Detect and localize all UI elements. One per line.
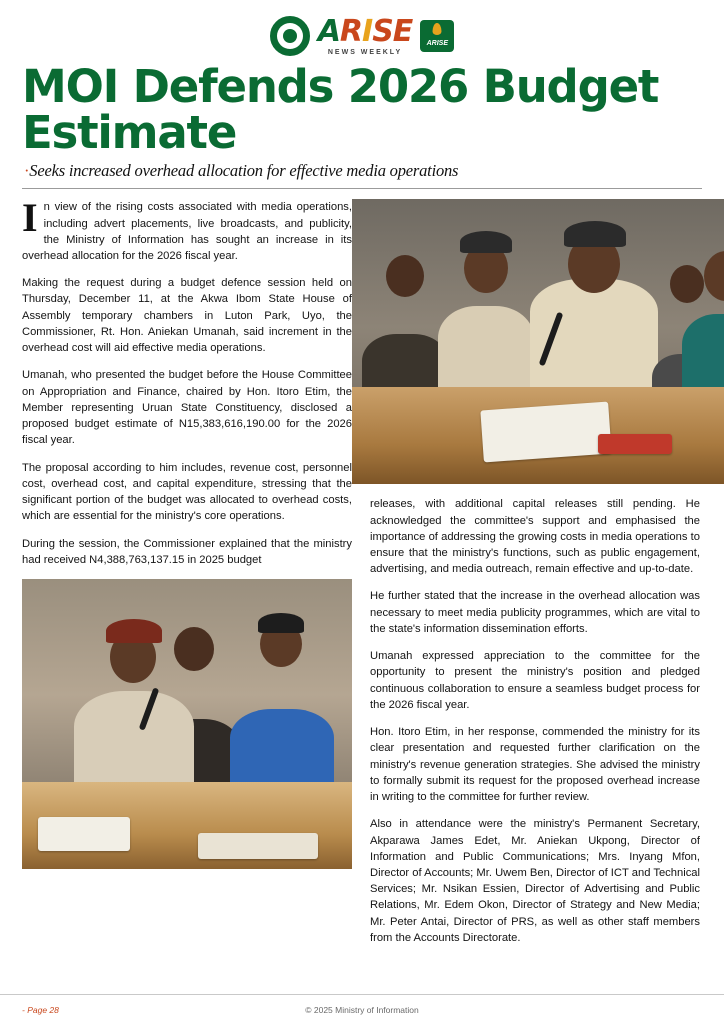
coat-of-arms-icon <box>270 16 310 56</box>
paragraph: Also in attendance were the ministry's Permanent Secretary, Akparawa James Edet, Mr. Aniekan Ukpong, Director of Information and Public Communications; Mrs. Inyang Mfon, Director of Accounts; Mr. Uwem Ben, Director of ICT and Technical Services; Mr. Nsikan Essien, Director of Advertising and Public Relations, Mr. Edem Okon, Director of Strategy and New Media; Mr. Peter Antai, Director of PRS, as well as other staff members from the Accounts Directorate. <box>370 818 700 944</box>
paragraph: Umanah, who presented the budget before the House Committee on Appropriation and Finance, chaired by Hon. Itoro Etim, the Member representing Uruan State Constituency, disclosed a proposed budget estimate of N15,383,616,190.00 for the 2026 fiscal year. <box>22 369 352 447</box>
commissioner-speaking-photo <box>22 579 352 869</box>
paragraph: He further stated that the increase in the overhead allocation was necessary to meet media publicity programmes, which are vital to the state's information dissemination efforts. <box>370 590 700 635</box>
paragraph: During the session, the Commissioner explained that the ministry had received N4,388,763,137.15 in 2025 budget <box>22 537 352 566</box>
paragraph: In view of the rising costs associated with media operations, including advert placements, live broadcasts, and publicity, the Ministry of Information has sought an increase in its overhead allocation for the 2026 fiscal year. <box>22 195 352 262</box>
paragraph: The proposal according to him includes, revenue cost, personnel cost, overhead cost, and capital expenditure, stressing that the significant portion of the budget was allocated to overhead costs, which are essential for the ministry's core operations. <box>22 461 352 523</box>
budget-defence-session-photo <box>352 199 724 484</box>
flame-icon <box>433 23 442 35</box>
paragraph: Hon. Itoro Etim, in her response, commended the ministry for its clear presentation and requested further clarification on the ministry's revenue generation strategies. She advised the ministry to formally submit its request for the proposed overhead increase in writing to the committee for further review. <box>370 726 700 804</box>
page-number: - Page 28 <box>22 1004 59 1015</box>
subheadline-bullet: · <box>24 160 30 180</box>
paragraph: Umanah expressed appreciation to the committee for the opportunity to present the ministry's position and pledged continuous collaboration to ensure a seamless budget process for the 2026 fiscal year. <box>370 650 700 711</box>
two-column-layout <box>22 195 702 957</box>
article-body <box>0 189 724 957</box>
arise-flame-badge <box>420 20 454 52</box>
masthead <box>0 0 724 62</box>
arise-wordmark: ARISE <box>317 13 413 49</box>
arise-logo <box>317 13 413 56</box>
subheadline-text: Seeks increased overhead allocation for effective media operations <box>29 160 459 180</box>
arise-tagline: NEWS WEEKLY <box>327 48 403 56</box>
page-footer <box>0 994 724 1024</box>
arise-badge-label: ARISE <box>426 39 448 47</box>
subheadline <box>24 161 702 181</box>
paragraph: releases, with additional capital releases still pending. He acknowledged the committee's support and emphasised the importance of addressing the growing costs in media operations to ensure that the ministry's functions, such as public engagement, advertising, and media outreach, remain effective and up-to-date. <box>370 498 700 576</box>
headline-block <box>0 62 724 181</box>
copyright-notice: © 2025 Ministry of Information <box>305 1004 419 1015</box>
right-column <box>370 199 700 957</box>
paragraph: Making the request during a budget defence session held on Thursday, December 11, at the Akwa Ibom State House of Assembly temporary chambers in Luton Park, Uyo, the Commissioner, Rt. Hon. Aniekan Umanah, said increment in the overhead cost will aid effective media operations. <box>22 277 352 355</box>
left-column <box>22 195 352 957</box>
page-title: MOI Defends 2026 Budget Estimate <box>22 60 659 159</box>
